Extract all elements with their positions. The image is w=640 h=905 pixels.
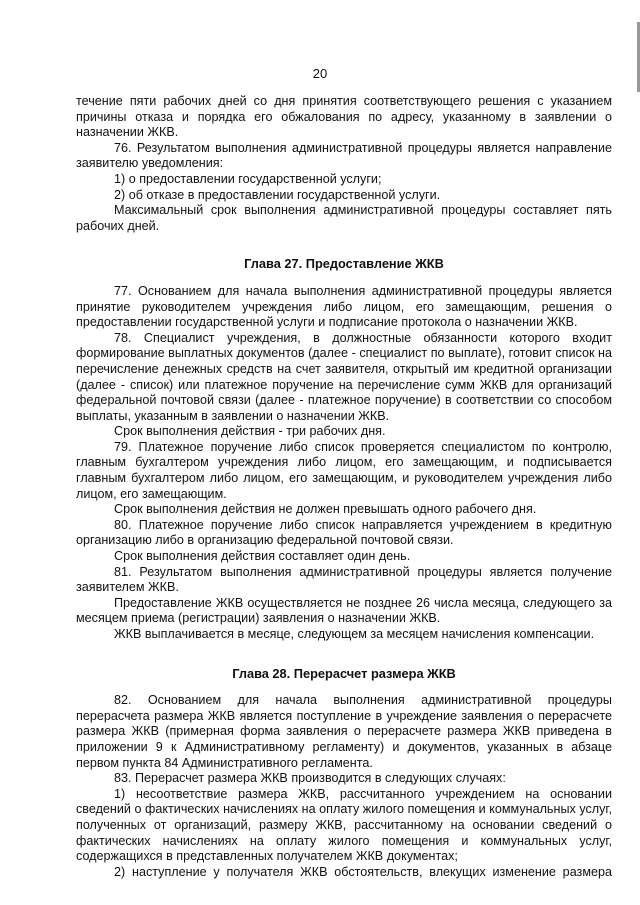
list-item-2: 2) об отказе в предоставлении государственной услуги. bbox=[114, 187, 441, 202]
paragraph-80: 80. Платежное поручение либо список направляется учреждением в кредитную организацию либо в организацию федеральной почтовой связи. bbox=[76, 517, 612, 548]
paragraph-payment-month: ЖКВ выплачивается в месяце, следующем за месяцем начисления компенсации. bbox=[114, 627, 595, 641]
chapter-28-heading: Глава 28. Перерасчет размера ЖКВ bbox=[232, 665, 456, 681]
paragraph-81: 81. Результатом выполнения административной процедуры является получение заявителем ЖКВ. bbox=[76, 564, 612, 595]
paragraph-77: 77. Основанием для начала выполнения административной процедуры является принятие руководителем учреждения либо лицом, его замещающим, решения о предоставлении государственной услуги и подписание протокола о назначении ЖКВ. bbox=[76, 283, 612, 330]
document-body bbox=[76, 94, 612, 880]
list-item-1: 1) о предоставлении государственной услуги; bbox=[114, 171, 382, 186]
paragraph-83: 83. Перерасчет размера ЖКВ производится в следующих случаях: bbox=[114, 771, 506, 786]
paragraph-term-79: Срок выполнения действия не должен превышать одного рабочего дня. bbox=[114, 502, 537, 517]
chapter-27-heading: Глава 27. Предоставление ЖКВ bbox=[244, 256, 444, 272]
list-item-83-1: 1) несоответствие размера ЖКВ, рассчитанного учреждением на основании сведений о фактических начислениях на оплату жилого помещения и коммунальных услуг, полученных от организаций, размеру ЖКВ, рассчитанному на основании сведений о фактических начислениях на оплату жилого помещения и коммунальных услуг, содержащихся в представленных получателем ЖКВ документах; bbox=[76, 786, 612, 864]
paragraph-79: 79. Платежное поручение либо список проверяется специалистом по контролю, главным бухгалтером учреждения либо лицом, его замещающим, и подписывается главным бухгалтером либо лицом, его замещающим, и руководителем учреждения либо лицом, его замещающим. bbox=[76, 439, 612, 501]
paragraph-payment-deadline: Предоставление ЖКВ осуществляется не позднее 26 числа месяца, следующего за месяцем приема (регистрации) заявления о назначении ЖКВ. bbox=[76, 595, 612, 626]
list-item-83-2: 2) наступление у получателя ЖКВ обстоятельств, влекущих изменение размера bbox=[114, 864, 612, 879]
paragraph-term-78: Срок выполнения действия - три рабочих дня. bbox=[114, 424, 386, 439]
paragraph-76: 76. Результатом выполнения административной процедуры является направление заявителю уведомления: bbox=[76, 140, 612, 171]
paragraph-term-80: Срок выполнения действия составляет один день. bbox=[114, 549, 411, 564]
page-number: 20 bbox=[312, 66, 328, 81]
paragraph-max-term: Максимальный срок выполнения административной процедуры составляет пять рабочих дней. bbox=[76, 203, 612, 233]
paragraph-continuation: течение пяти рабочих дней со дня принятия соответствующего решения с указанием причины отказа и порядка его обжалования по адресу, указанному в заявлении о назначении ЖКВ. bbox=[76, 94, 612, 140]
paragraph-82: 82. Основанием для начала выполнения административной процедуры перерасчета размера ЖКВ является поступление в учреждение заявления о перерасчете размера ЖКВ (примерная форма заявления о перерасчете размера ЖКВ приведена в приложении 9 к Административному регламенту) и документов, указанных в абзаце первом пункта 84 Административного регламента. bbox=[76, 693, 612, 770]
paragraph-78: 78. Специалист учреждения, в должностные обязанности которого входит формирование выплатных документов (далее - специалист по выплате), готовит список на перечисление денежных средств на счет заявителя, открытый им кредитной организации (далее - список) или платежное поручение на перечисление сумм ЖКВ для организаций федеральной почтовой связи (далее - платежное поручение) в соответствии со способом выплаты, указанным в заявлении о назначении ЖКВ. bbox=[76, 330, 612, 423]
